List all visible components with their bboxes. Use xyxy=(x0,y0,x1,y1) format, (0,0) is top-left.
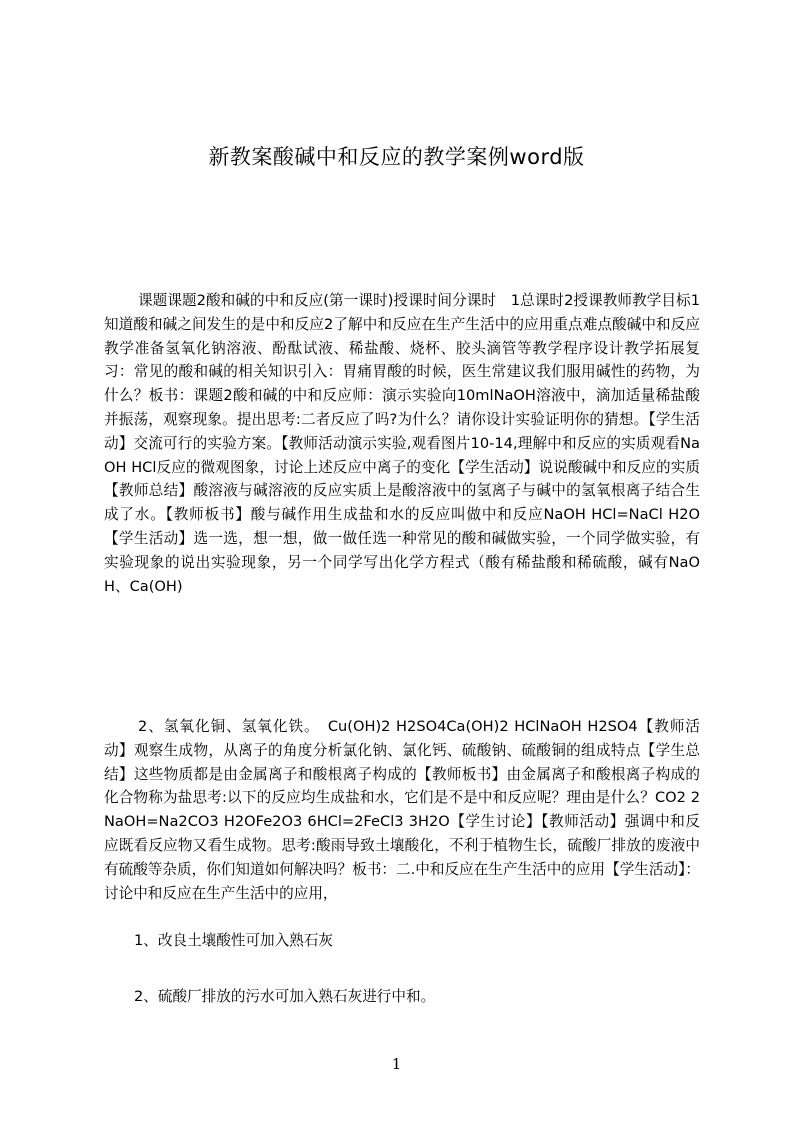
paragraph-application-1: 1、改良土壤酸性可加入熟石灰 xyxy=(134,932,334,949)
paragraph-lesson-plan: 课题课题2酸和碱的中和反应(第一课时)授课时间分课时 1总课时2授课教师教学目标1知道酸和碱之间发生的是中和反应2了解中和反应在生产生活中的应用重点难点酸碱中和反应教学准备氢氧化钠溶液、酚酞试液、稀盐酸、烧杯、胶头滴管等教学程序设计教学拓展复习：常见的酸和碱的相关知识引入：胃痛胃酸的时候，医生常建议我们服用碱性的药物，为什么？板书：课题2酸和碱的中和反应师：演示实验向10mlNaOH溶液中，滴加适量稀盐酸并振荡，观察现象。提出思考:二者反应了吗?为什么？请你设计实验证明你的猜想。【学生活动】交流可行的实验方案。【教师活动演示实验,观看图片10-14,理解中和反应的实质观看NaOH HCl反应的微观图象，讨论上述反应中离子的变化【学生活动】说说酸碱中和反应的实质【教师总结】酸溶液与碱溶液的反应实质上是酸溶液中的氢离子与碱中的氢氧根离子结合生成了水。【教师板书】酸与碱作用生成盐和水的反应叫做中和反应NaOH HCl=NaCl H2O【学生活动】选一选，想一想，做一做任选一种常见的酸和碱做实验，一个同学做实验，有实验现象的说出实验现象，另一个同学写出化学方程式（酸有稀盐酸和稀硫酸，碱有NaOH、Ca(OH) xyxy=(104,292,700,595)
paragraph-application-2: 2、硫酸厂排放的污水可加入熟石灰进行中和。 xyxy=(134,988,436,1005)
paragraph-salt-definition: 2、氢氧化铜、氢氧化铁。 Cu(OH)2 H2SO4Ca(OH)2 HClNaOH H2SO4【教师活动】观察生成物，从离子的角度分析氯化钠、氯化钙、硫酸钠、硫酸铜的组成特点【学生总结】这些物质都是由金属离子和酸根离子构成的【教师板书】由金属离子和酸根离子构成的化合物称为盐思考:以下的反应均生成盐和水，它们是不是中和反应呢？理由是什么？CO2 2NaOH=Na2CO3 H2OFe2O3 6HCl=2FeCl3 3H2O【学生讨论】【教师活动】强调中和反应既看反应物又看生成物。思考:酸雨导致土壤酸化，不利于植物生长，硫酸厂排放的废液中有硫酸等杂质，你们知道如何解决吗？板书：二.中和反应在生产生活中的应用【学生活动】：讨论中和反应在生产生活中的应用， xyxy=(104,718,700,902)
document-title: 新教案酸碱中和反应的教学案例word版 xyxy=(208,145,585,169)
page-number: 1 xyxy=(391,1055,402,1073)
